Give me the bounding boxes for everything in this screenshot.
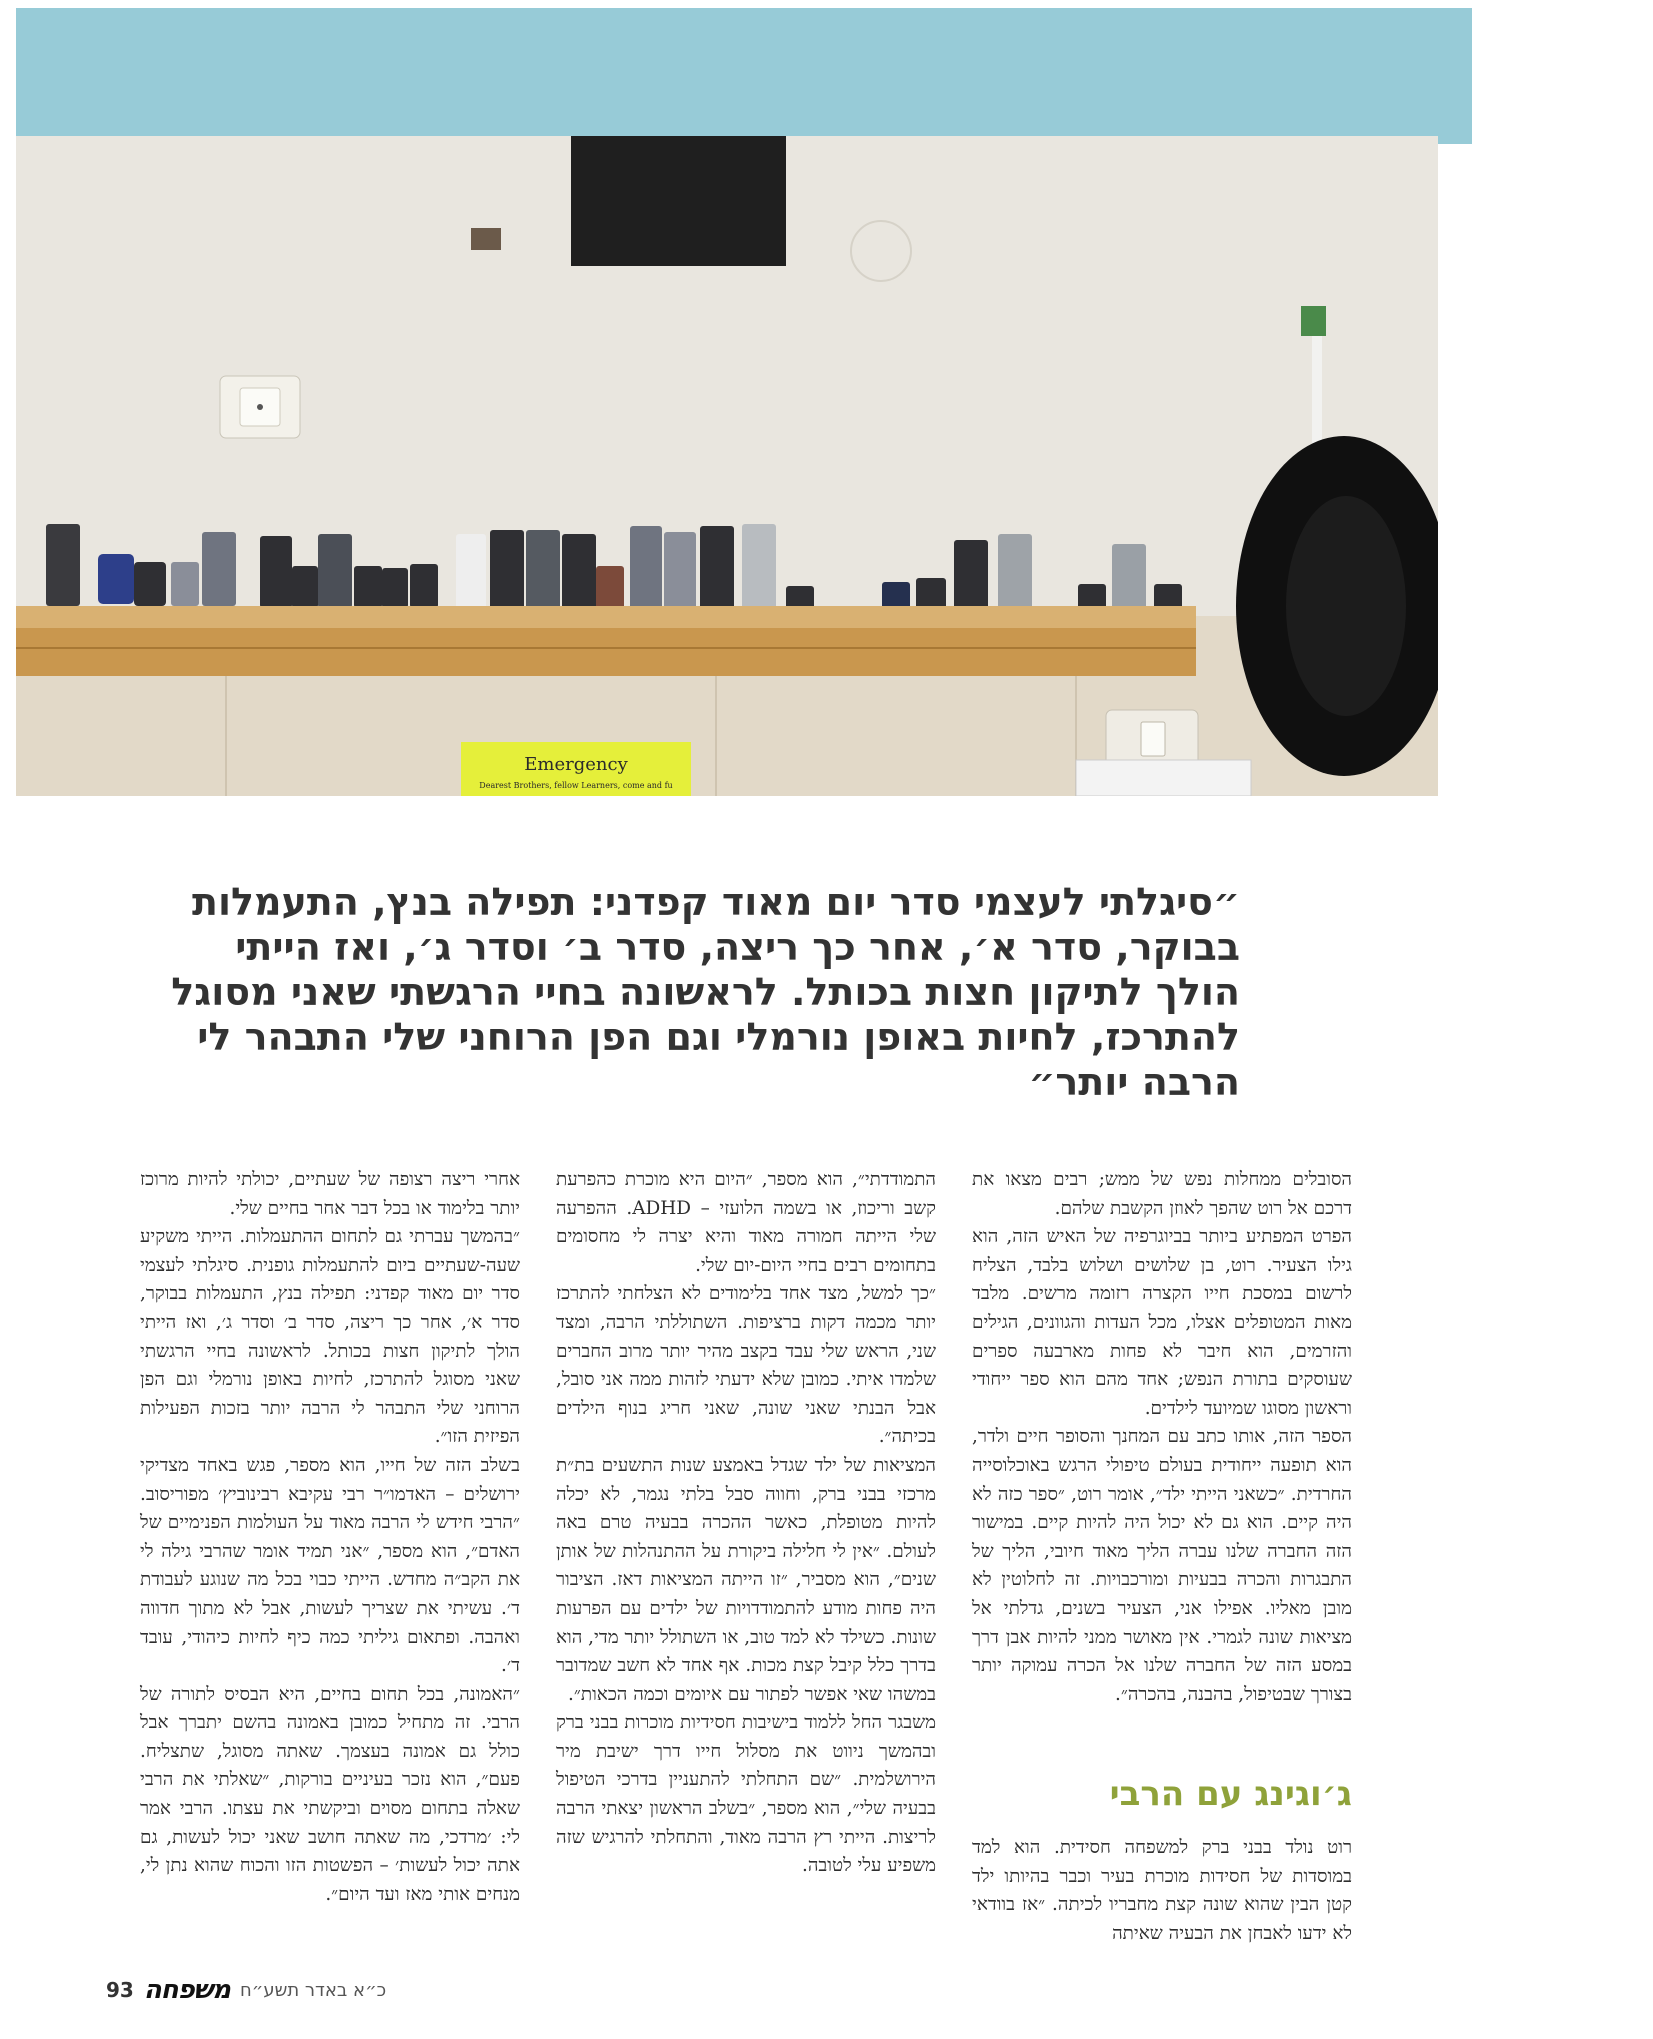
- column-left: [140, 1166, 520, 1909]
- article-photo: [16, 136, 1438, 796]
- paragraph: ״האמונה, בכל תחום בחיים, היא הבסיס לתורה של הרבי. זה מתחיל כמובן באמונה בהשם יתברך אבל כולל גם אמונה בעצמך. שאתה מסוגל, שתצליח. פעם״, הוא נזכר בעיניים בורקות, ״שאלתי את הרבי שאלה בתחום מסוים וביקשתי את עצתו. הרבי אמר לי: ׳מרדכי, מה שאתה חושב שאני יכול לעשות, גם אתה יכול לעשות׳ – הפשטות הזו והכוח שהוא נתן לי, מנחים אותי מאז ועד היום״.: [140, 1683, 520, 1905]
- paragraph: הספר הזה, אותו כתב עם המחנך והסופר חיים ולדר, הוא תופעה ייחודית בעולם טיפולי הרגש באוכלוסייה החרדית. ״כשאני הייתי ילד״, אומר רוט, ״ספר כזה לא היה קיים. הוא גם לא יכול היה להיות קיים. במישור הזה החברה שלנו עברה הליך מאוד חיובי, הליך של התבגרות והכרה בבעיות ומורכבויות. זה לחלוטין לא מובן מאליו. אפילו אני, הצעיר בשנים, גדלתי אל מציאות שונה לגמרי. אין מאושר ממני להיות אבן דרך במסע הזה של החברה שלנו אל הכרה עמוקה יותר בצורך שבטיפול, בהבנה, בהכרה״.: [972, 1426, 1352, 1705]
- page-footer: [106, 1975, 386, 2005]
- paragraph: ״כך למשל, מצד אחד בלימודים לא הצלחתי להתרכז יותר מכמה דקות ברציפות. השתוללתי הרבה, ומצד שני, הראש שלי עבד בקצב מהיר יותר מרוב החברים שלמדו איתי. כמובן שלא ידעתי לזהות ממה אני סובל, אבל הבנתי שאני שונה, שאני חריג בנוף הילדים בכיתה״.: [556, 1283, 936, 1448]
- sign-title: Emergency: [524, 754, 628, 775]
- paragraph: רוט נולד בבני ברק למשפחה חסידית. הוא למד במוסדות של חסידות מוכרת בעיר וכבר בהיותו ילד קטן הבין שהוא שונה קצת מחבריו לכיתה. ״אז בוודאי לא ידעו לאבחן את הבעיה שאיתה: [972, 1837, 1352, 1944]
- section-subheading: ג׳וגינג עם הרבי: [1109, 1774, 1352, 1814]
- paragraph: הסובלים ממחלות נפש של ממש; רבים מצאו את דרכם אל רוט שהפך לאוזן הקשבת שלהם.: [972, 1169, 1352, 1219]
- sign-text: Dearest Brothers, fellow Learners, come and fu: [479, 781, 673, 790]
- column-right: [972, 1166, 1352, 1709]
- page-number: 93: [106, 1978, 134, 2002]
- paragraph: אחרי ריצה רצופה של שעתיים, יכולתי להיות מרוכז יותר בלימוד או בכל דבר אחר בחיים שלי.: [140, 1169, 520, 1219]
- paragraph: משבגר החל ללמוד בישיבות חסידיות מוכרות בבני ברק ובהמשך ניווט את מסלול חייו דרך ישיבת מיר הירושלמית. ״שם התחלתי להתעניין בדרכי הטיפול בבעיה שלי״, הוא מספר, ״בשלב הראשון יצאתי הרבה לריצות. הייתי רץ הרבה מאוד, והתחלתי להרגיש שזה משפיע עלי לטובה.: [556, 1712, 936, 1877]
- magazine-logo: משפחה: [143, 1975, 230, 2005]
- paragraph: הפרט המפתיע ביותר בביוגרפיה של האיש הזה, הוא גילו הצעיר. רוט, בן שלושים ושלוש בלבד, הצליח לרשום במסכת חייו הקצרה רזומה מרשים. מלבד מאות המטופלים אצלו, מכל העדות והגוונים, הגילים והזרמים, הוא חיבר לא פחות מארבעה ספרים שעוסקים בתורת הנפש; אחד מהם הוא ספר ייחודי וראשון מסוגו שמיועד לילדים.: [972, 1226, 1352, 1419]
- pull-quote: ״סיגלתי לעצמי סדר יום מאוד קפדני: תפילה בנץ, התעמלות בבוקר, סדר א׳, אחר כך ריצה, סדר ב׳ וסדר ג׳, ואז הייתי הולך לתיקון חצות בכותל. לראשונה בחיי הרגשתי שאני מסוגל להתרכז, לחיות באופן נורמלי וגם הפן הרוחני שלי התבהר לי הרבה יותר״: [171, 880, 1240, 1104]
- paragraph: ״בהמשך עברתי גם לתחום ההתעמלות. הייתי משקיע שעה-שעתיים ביום להתעמלות גופנית. סיגלתי לעצמי סדר יום מאוד קפדני: תפילה בנץ, התעמלות בבוקר, סדר א׳, אחר כך ריצה, סדר ב׳ וסדר ג׳, ואז הייתי הולך לתיקון חצות בכותל. לראשונה בחיי הרגשתי שאני מסוגל להתרכז, לחיות באופן נורמלי וגם הפן הרוחני שלי התבהר לי הרבה יותר בזכות הפעילות הפיזית הזו״.: [140, 1226, 520, 1448]
- paragraph: התמודדתי״, הוא מספר, ״היום היא מוכרת כהפרעת קשב וריכוז, או בשמה הלועזי – ADHD. ההפרעה שלי הייתה חמורה מאוד והיא יצרה לי מחסומים בתחומים רבים בחיי היום-יום שלי.: [556, 1169, 936, 1276]
- issue-date: כ״א באדר תשע״ח: [239, 1979, 387, 2001]
- column-right-continued: [972, 1834, 1352, 1948]
- paragraph: המציאות של ילד שגדל באמצע שנות התשעים בת״ת מרכזי בבני ברק, וחווה סבל בלתי נגמר, לא יכלה להיות מטופלת, כאשר ההכרה בבעיה טרם באה לעולם. ״אין לי חלילה ביקורת על ההתנהלות של אותן שנים״, הוא מסביר, ״זו הייתה המציאות דאז. הציבור היה פחות מודע להתמודדויות של ילדים עם הפרעות שונות. כשילד לא למד טוב, או השתולל יותר מדי, הוא בדרך כלל קיבל קצת מכות. אף אחד לא חשב שמדובר במשהו שאי אפשר לפתור עם איומים וכמה הכאות״.: [556, 1454, 936, 1705]
- column-middle: [556, 1166, 936, 1881]
- top-color-bar: [16, 8, 1472, 144]
- paragraph: בשלב הזה של חייו, הוא מספר, פגש באחד מצדיקי ירושלים – האדמו״ר רבי עקיבא רבינוביץ׳ מפוריסוב. ״הרבי חידש לי הרבה מאוד על העולמות הפנימיים של האדם״, הוא מספר, ״אני תמיד אומר שהרבי גילה לי את הקב״ה מחדש. הייתי כבוי בכל מה שנוגע לעבודת ד׳. עשיתי את שצריך לעשות, אבל לא מתוך חדווה ואהבה. ופתאום גיליתי כמה כיף לחיות כיהודי, עובד ד׳.: [140, 1454, 520, 1677]
